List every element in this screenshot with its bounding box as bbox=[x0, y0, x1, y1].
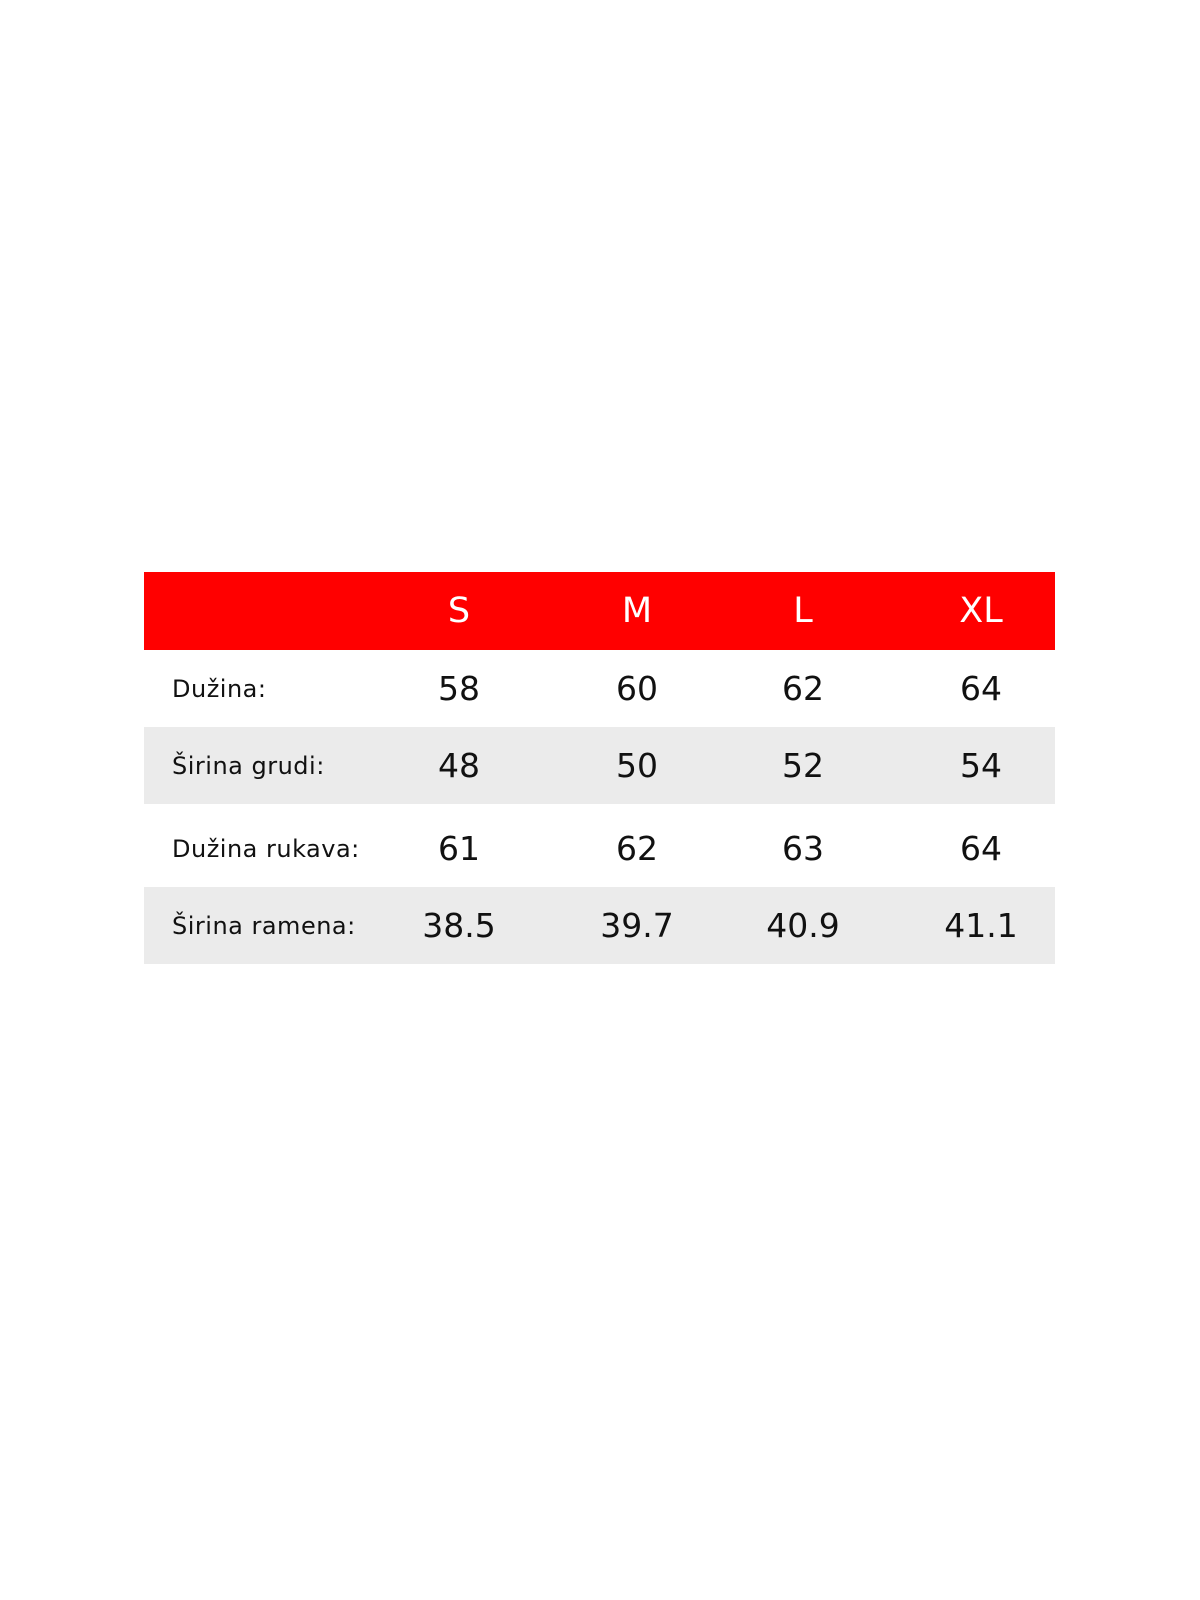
value-l: 52 bbox=[782, 746, 824, 785]
value-xl: 54 bbox=[960, 746, 1002, 785]
row-label: Dužina: bbox=[172, 674, 267, 703]
size-label-l: L bbox=[793, 591, 813, 631]
size-label-s: S bbox=[447, 591, 471, 631]
row-label: Širina grudi: bbox=[172, 751, 325, 780]
row-label: Dužina rukava: bbox=[172, 834, 360, 863]
table-row-duzina bbox=[144, 650, 1055, 727]
table-row-sirina-ramena bbox=[144, 887, 1055, 964]
size-label-xl: XL bbox=[959, 591, 1003, 631]
row-label: Širina ramena: bbox=[172, 911, 356, 940]
value-l: 40.9 bbox=[766, 906, 840, 945]
value-xl: 64 bbox=[960, 829, 1002, 868]
value-s: 48 bbox=[438, 746, 480, 785]
value-s: 38.5 bbox=[422, 906, 496, 945]
table-row-duzina-rukava bbox=[144, 810, 1055, 887]
value-m: 62 bbox=[616, 829, 658, 868]
size-chart-table bbox=[144, 572, 1055, 964]
size-header-row bbox=[144, 572, 1055, 650]
size-label-m: M bbox=[621, 591, 653, 631]
value-l: 63 bbox=[782, 829, 824, 868]
table-row-sirina-grudi bbox=[144, 727, 1055, 804]
value-m: 50 bbox=[616, 746, 658, 785]
value-xl: 41.1 bbox=[944, 906, 1018, 945]
value-l: 62 bbox=[782, 669, 824, 708]
value-m: 39.7 bbox=[600, 906, 674, 945]
value-s: 58 bbox=[438, 669, 480, 708]
value-m: 60 bbox=[616, 669, 658, 708]
value-xl: 64 bbox=[960, 669, 1002, 708]
value-s: 61 bbox=[438, 829, 480, 868]
